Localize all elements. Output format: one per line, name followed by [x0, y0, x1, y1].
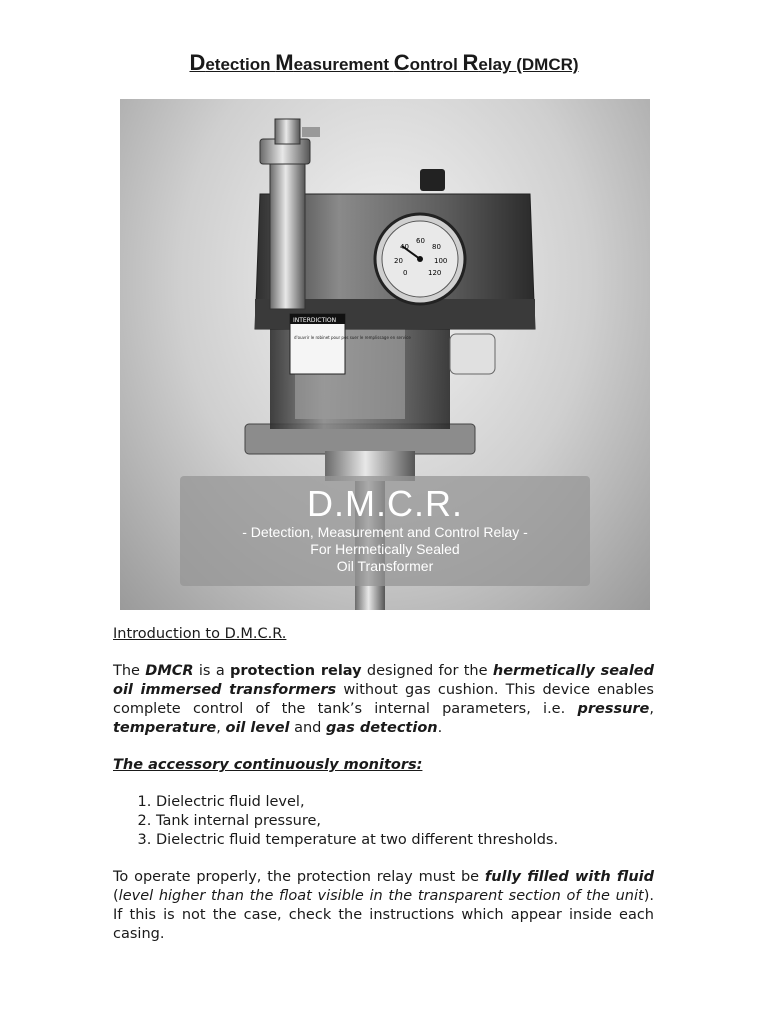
gauge-label: 100	[434, 257, 448, 265]
dmcr-banner	[180, 476, 590, 586]
page-title	[0, 50, 768, 76]
text-run: gas detection	[326, 720, 438, 736]
gauge-label: 80	[432, 243, 441, 251]
list-item: 3. Dielectric fluid temperature at two different thresholds.	[156, 831, 654, 850]
list-item: 2. Tank internal pressure,	[156, 812, 654, 831]
text-run: The	[113, 663, 146, 679]
text-run: fully filled with fluid	[484, 869, 654, 885]
text-run: DMCR	[145, 663, 194, 679]
label-text: d'ouvrir le robinet pour pos suer le remplissage en service	[294, 335, 411, 340]
text-run: without gas cushion. This device enables complete control of the tank’s internal parameters, i.e.	[113, 682, 654, 717]
gauge-label: 20	[394, 257, 403, 265]
description-paragraph	[113, 662, 654, 738]
label-heading: INTERDICTION	[293, 317, 337, 324]
product-photo	[120, 99, 650, 610]
text-run: ,	[649, 701, 654, 717]
title-letter: R	[462, 50, 479, 75]
text-run: (	[113, 888, 119, 904]
text-run: To operate properly, the protection relay must be	[113, 869, 485, 885]
text-run: protection relay	[230, 663, 362, 679]
banner-title: D.M.C.R.	[307, 483, 463, 524]
title-word: etection	[205, 55, 276, 74]
text-run: ,	[216, 720, 226, 736]
banner-line: - Detection, Measurement and Control Relay -	[242, 524, 528, 540]
text-run: oil level	[225, 720, 290, 736]
text-run: pressure	[577, 701, 650, 717]
text-run: and	[289, 720, 326, 736]
title-word: ontrol	[409, 55, 463, 74]
banner-line: For Hermetically Sealed	[310, 541, 460, 557]
text-run: level higher than the float visible in the transparent section of the unit	[118, 888, 644, 904]
title-word: easurement	[293, 55, 394, 74]
title-word: elay (DMCR)	[478, 55, 579, 74]
gauge-label: 40	[400, 243, 409, 251]
title-letter: M	[275, 50, 294, 75]
document-body	[113, 625, 654, 962]
text-run: is a	[193, 663, 231, 679]
text-run: designed for the	[361, 663, 493, 679]
gauge-label: 0	[403, 269, 408, 277]
text-run: temperature	[113, 720, 217, 736]
monitors-heading: The accessory continuously monitors:	[113, 757, 423, 773]
text-run: .	[437, 720, 443, 736]
title-letter: D	[189, 50, 206, 75]
gauge-label: 120	[428, 269, 442, 277]
text-run: hermetically sealed oil immersed transformers	[113, 663, 654, 698]
text-run: ). If this is not the case, check the instructions which appear inside each casing.	[113, 888, 654, 942]
intro-heading: Introduction to D.M.C.R.	[113, 626, 287, 642]
monitors-list	[113, 793, 654, 850]
title-letter: C	[393, 50, 410, 75]
banner-line: Oil Transformer	[336, 558, 434, 574]
list-item: 1. Dielectric fluid level,	[156, 793, 654, 812]
operation-paragraph	[113, 868, 654, 944]
gauge-label: 60	[416, 237, 425, 245]
